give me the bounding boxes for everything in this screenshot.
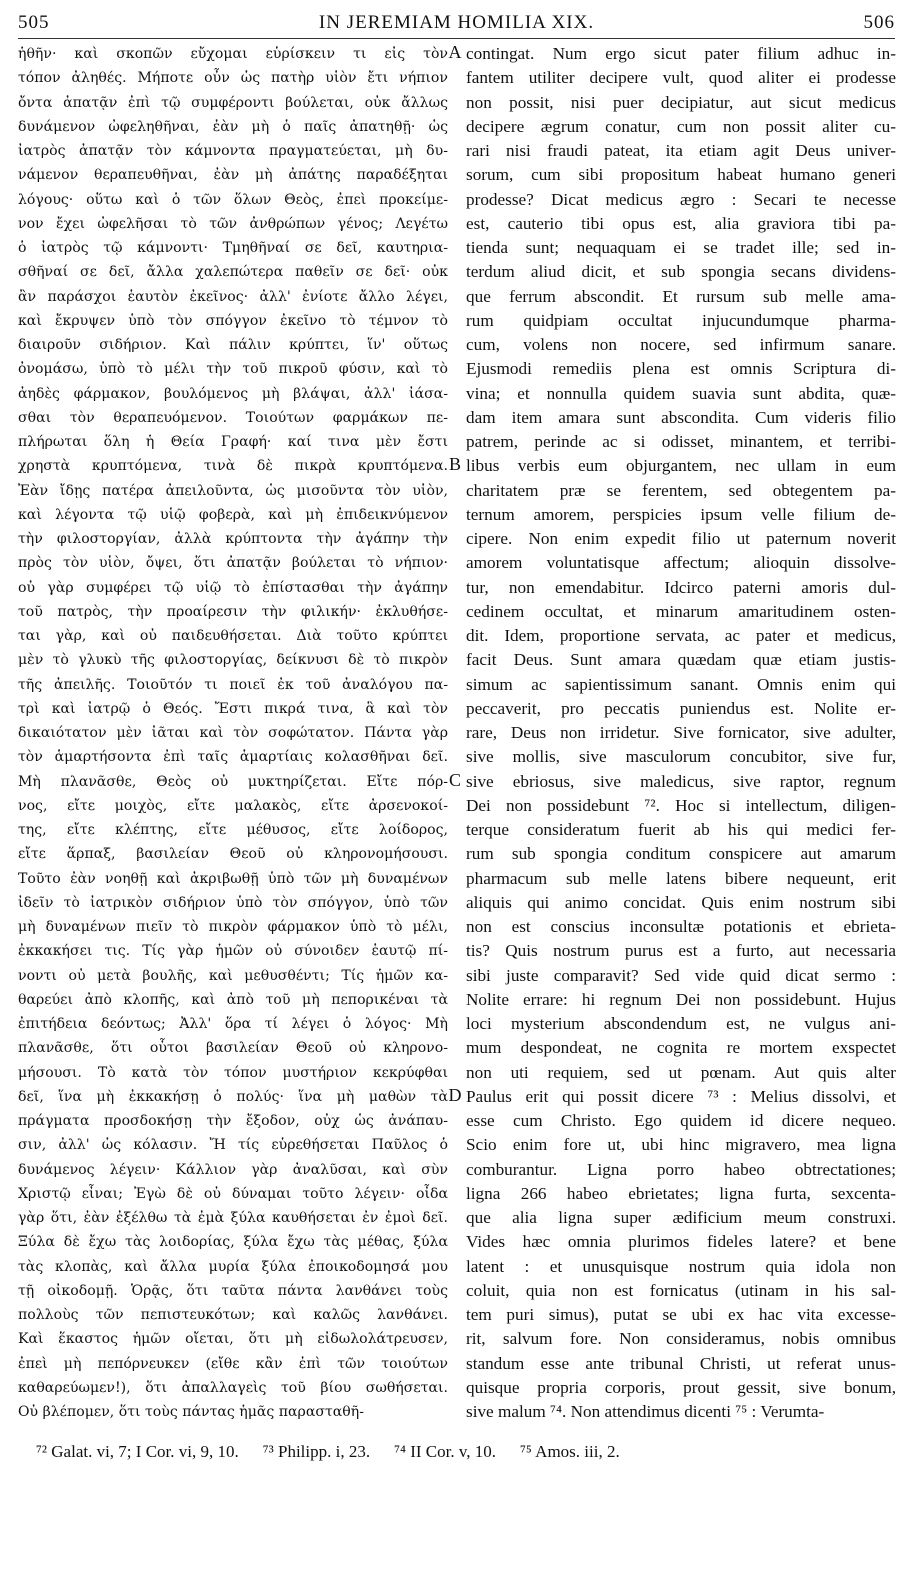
latin-line: Vides hæc omnia plurimos fideles latere? et bene [466, 1232, 896, 1252]
latin-line: rit, salvum fore. Non consideramus, nobis omnibus [466, 1329, 896, 1349]
latin-line: peccaverit, pro peccatis puniendus est. Nolite er- [466, 698, 896, 718]
greek-line: ἰδεῖν τὸ ἰατρικὸν σιδήριον ὑπὸ τὸν σπόγγον, ὑπὸ τῶν [18, 894, 448, 911]
greek-line: τρὶ καὶ ἰατρῷ ὁ Θεός. Ἔστι πικρά τινα, ἃ καὶ τὸν [18, 700, 448, 717]
latin-line: sibi juste comparavit? Sed vide quid dicat sermo : [466, 965, 896, 985]
greek-line: οὐ γὰρ συμφέρει τῷ υἱῷ τὸ ἐπίστασθαι τὴν ἀγάπην [18, 579, 448, 596]
greek-line: σθαι τὸν θεραπευόμενον. Τοιούτων φαρμάκων πε- [18, 409, 448, 426]
greek-line: νοντι οὐ μετὰ βουλῆς, καὶ μεθυσθέντι; Τίς ἡμῶν κα- [18, 967, 448, 984]
greek-line: εἴτε ἅρπαξ, βασιλείαν Θεοῦ οὐ κληρονομήσουσι. [18, 846, 448, 863]
latin-line: tur, non emendabitur. Idcirco paterni amoris dul- [466, 577, 896, 597]
header-rule [18, 38, 895, 39]
latin-line: amorem voluntatisque affectum; alioquin dissolve- [466, 553, 896, 573]
latin-line: que alia ligna super ædificium meum construxi. [466, 1208, 896, 1227]
latin-line: aliquis qui animo concidat. Quis enim nostrum sibi [466, 892, 896, 912]
latin-line: decipere ægrum conatur, cum non possit aliter cu- [466, 116, 896, 136]
greek-line: τὰς κλοπὰς, καὶ ἄλλα μυρία ξύλα ἐποικοδομησά μου [18, 1258, 448, 1275]
greek-line: ἰατρὸς ἀπατᾷν τὸν κάμνοντα πραγματεύεται, μὴ δυ- [18, 143, 448, 159]
greek-line: πολλοὺς τῶν πεπιστευκότων; καὶ καλῶς λανθάνει. [18, 1307, 448, 1323]
latin-line: loci mysterium abscondendum est, ne vulgus ani- [466, 1014, 896, 1033]
greek-line: πλανᾶσθε, ὅτι οὗτοι βασιλείαν Θεοῦ οὐ κληρονο- [18, 1040, 448, 1057]
latin-text-column [466, 42, 896, 1424]
latin-line: sorum, cum sibi propositum habeat humano generi [466, 165, 896, 185]
greek-line: γὰρ ὅτι, ἐὰν ἐξέλθω τὰ ἐμὰ ξύλα καυθήσεται ἐν ἐμοὶ δεῖ. [18, 1210, 448, 1226]
latin-line: que ferrum abscondit. Et rursum sub melle ama- [466, 286, 896, 306]
latin-line: simum ac sapientissimum sanant. Omnis enim qui [466, 674, 896, 694]
latin-line: sive mollis, sive masculorum concubitor, sive fur, [466, 747, 896, 767]
greek-line: δυνάμενος λέγειν· Κάλλιον γὰρ ἀναλῦσαι, καὶ σὺν [18, 1161, 448, 1178]
page-number-left: 505 [18, 12, 50, 33]
greek-line: της, εἴτε κλέπτης, εἴτε μέθυσος, εἴτε λοίδορος, [18, 822, 448, 838]
latin-line: Paulus erit qui possit dicere ⁷³ : Melius dissolvi, et [466, 1086, 896, 1106]
greek-line: σθῆναί σε δεῖ, ἄλλα χαλεπώτερα παθεῖν σε δεῖ· οὐκ [18, 264, 448, 281]
greek-line: ὄντα ἀπατᾷν ἐπὶ τῷ συμφέροντι βούλεται, οὐκ ἄλλως [18, 94, 448, 111]
latin-line: Scio enim fore ut, ubi hinc migravero, mea ligna [466, 1135, 896, 1155]
greek-line: καὶ ἔκρυψεν ὑπὸ τὸν σπόγγον ἐκεῖνο τὸ τέμνον τὸ [18, 312, 448, 329]
greek-line: Μὴ πλανᾶσθε, Θεὸς οὐ μυκτηρίζεται. Εἴτε πόρ- [18, 773, 448, 790]
latin-line: quisque propria corporis, prout gessit, sive bonum, [466, 1377, 896, 1397]
latin-line: cum, volens non nocere, sed infirmum sanare. [466, 335, 896, 354]
latin-line: tem puri simus), putat se ubi ex hac vita excesse- [466, 1305, 896, 1324]
latin-line: ternum amorem, perspicies ipsum velle filium de- [466, 504, 896, 524]
footnote: ⁷⁴ II Cor. v, 10. [394, 1442, 496, 1461]
greek-line: Καὶ ἕκαστος ἡμῶν οἴεται, ὅτι μὴ εἰδωλολάτρευσεν, [18, 1331, 448, 1348]
latin-line: tienda sunt; nequaquam ei se tradet ille; sed in- [466, 238, 896, 257]
latin-line: tis? Quis nostrum purus est a furto, aut necessaria [466, 941, 896, 961]
greek-line: καὶ λέγοντα τῷ υἱῷ φοβερὰ, καὶ μὴ ἐπιδεικνύμενον [18, 506, 448, 523]
greek-line: μὲν τὸ γλυκὺ τῆς φιλοστοργίας, δείκνυσι δὲ τὸ πικρὸν [18, 652, 448, 669]
footnote: ⁷⁵ Amos. iii, 2. [520, 1442, 620, 1461]
latin-line: patrem, perinde ac si odisset, minantem, et terribi- [466, 432, 896, 451]
margin-letter: A [448, 42, 462, 62]
latin-line: non possit, nisi puer decipiatur, aut sicut medicus [466, 92, 896, 112]
greek-line: τοῦ πατρὸς, τὴν προαίρεσιν τὴν φιλικήν· ἐκλυθήσε- [18, 603, 448, 620]
latin-line: terque consideratum fuerit ab his qui medici fer- [466, 820, 896, 839]
latin-line: contingat. Num ergo sicut pater filium adhuc in- [466, 44, 896, 63]
latin-line: esse cum Christo. Ego quidem id dicere nequeo. [466, 1111, 896, 1130]
greek-line: ὀνομάσω, ὑπὸ τὸ μέλι τὴν τοῦ πικροῦ φύσιν, καὶ τὸ [18, 361, 448, 378]
latin-line: rari nisi fraudi pateat, ita etiam agit Deus univer- [466, 141, 896, 160]
greek-line: πρὸς τὸν υἱὸν, ὄψει, ὅτι ἀπατᾷν βούλεται τὸ νήπιον· [18, 555, 448, 572]
footnote: ⁷³ Philipp. i, 23. [262, 1442, 371, 1461]
latin-line: rum quidpiam occultat injucundumque pharma- [466, 310, 896, 330]
greek-line: νάμενον θεραπευθῆναι, ἐὰν μὴ ἀπάτης παραδέξηται [18, 167, 448, 184]
latin-line: ligna 266 habeo ebrietates; ligna furta, sexcenta- [466, 1183, 896, 1203]
footnotes [36, 1442, 896, 1462]
latin-line: facit Deus. Sunt amara quædam quæ etiam justis- [466, 650, 896, 670]
greek-line: θαρεύει ἀπὸ κλοπῆς, καὶ ἀπὸ τοῦ μὴ πεπορικέναι τὰ [18, 991, 448, 1008]
greek-line: τῆς ἀπειλῆς. Τοιοῦτόν τι ποιεῖ ἐκ τοῦ ἀναλόγου πα- [18, 676, 448, 693]
latin-line: sive ebriosus, sive maledicus, sive raptor, regnum [466, 771, 896, 791]
greek-line: ἡθῆν· καὶ σκοπῶν εὔχομαι εὑρίσκειν τι εἰς τὸν [18, 46, 448, 62]
latin-line: terdum aliud dicit, et sub spongia secans dividens- [466, 262, 896, 282]
greek-line: δικαιότατον μὲν ἰᾶται καὶ τὸν σοφώτατον. Πάντα γὰρ [18, 725, 448, 741]
greek-line: τῇ οἰκοδομῇ. Ὁρᾷς, ὅτι ταῦτα πάντα λανθάνει τοὺς [18, 1282, 448, 1299]
greek-line: διαιροῦν σιδήριον. Καὶ πάλιν κρύπτει, ἵν' οὕτως [18, 337, 448, 353]
page-number-right: 506 [863, 12, 895, 33]
latin-line: Nolite errare: hi regnum Dei non possidebunt. Hujus [466, 989, 896, 1009]
latin-line: Dei non possidebunt ⁷². Hoc si intellectum, diligen- [466, 795, 896, 815]
greek-line: Ξύλα δὲ ἔχω τὰς λοιδορίας, ξύλα ἔχω τὰς μέθας, ξύλα [18, 1234, 448, 1251]
latin-line: latent : et unusquisque nostrum quia idola non [466, 1256, 896, 1276]
greek-line: πλήρωται ὅλη ἡ Θεία Γραφή· καί τινα μὲν ἔστι [18, 434, 448, 450]
greek-line: τόπον ἀληθές. Μήποτε οὖν ὡς πατὴρ υἱὸν ἔτι νήπιον [18, 70, 448, 87]
latin-line: mum despondeat, ne cognita re mortem exspectet [466, 1038, 896, 1058]
greek-line: ἂν παράσχοι ἑαυτὸν ἐκεῖνος· ἀλλ' ἐνίοτε ἄλλο λέγει, [18, 288, 448, 305]
greek-line: Οὐ βλέπομεν, ὅτι τοὺς πάντας ἡμᾶς παρασταθῆ- [18, 1404, 364, 1420]
footnote: ⁷² Galat. vi, 7; I Cor. vi, 9, 10. [36, 1442, 239, 1461]
greek-line: νον ἔχει ὠφελῆσαι τὸ τῶν ἀνθρώπων γένος; Λεγέτω [18, 215, 448, 232]
margin-letter: C [448, 769, 461, 790]
running-title: IN JEREMIAM HOMILIA XIX. [318, 12, 595, 33]
greek-line: Χριστῷ εἶναι; Ἐγὼ δὲ οὐ δύναμαι τοῦτο λέγειν· οἶδα [18, 1185, 448, 1202]
greek-line: ἐπιτήδεια δεόντως; Ἀλλ' ὅρα τί λέγει ὁ λόγος· Μὴ [18, 1016, 448, 1032]
latin-line: non uti requiem, sed ut pœnam. Aut quis alter [466, 1062, 896, 1082]
margin-letter: B [448, 454, 461, 475]
greek-line: πράγματα προσδοκήσῃ τὴν ἔξοδον, οὐχ ὡς ἀνάπαυ- [18, 1113, 448, 1129]
greek-line: χρηστὰ κρυπτόμενα, τινὰ δὲ πικρὰ κρυπτόμενα. [18, 458, 448, 475]
greek-line: τὸν ἁμαρτήσοντα ἐπὶ ταῖς ἁμαρτίαις κολασθῆναι δεῖ. [18, 749, 448, 766]
greek-line: λόγους· οὕτω καὶ ὁ τῶν ὅλων Θεὸς, ἐπεὶ προκείμε- [18, 191, 448, 208]
running-header [18, 6, 895, 38]
latin-line: standum esse ante tribunal Christi, ut referat unus- [466, 1353, 896, 1373]
greek-line: μὴ δυναμένων πιεῖν τὸ πικρὸν φάρμακον ὑπὸ τὸ μέλι, [18, 919, 448, 935]
latin-line: cedinem occultat, et minarum amaritudinem osten- [466, 601, 896, 621]
latin-line: pharmacum sub melle latens bibere nequeunt, erit [466, 868, 896, 888]
latin-line: prodesse? Dicat medicus ægro : Secari te necesse [466, 189, 896, 209]
latin-line: Ejusmodi remediis plena est omnis Scriptura di- [466, 359, 896, 379]
greek-line: τὴν φιλοστοργίαν, ἀλλὰ κρύπτοντα τὴν ἀγάπην τὴν [18, 531, 448, 547]
greek-line: ἀηδὲς φάρμακον, βουλόμενος μὴ βλάψαι, ἀλλ' ἰάσα- [18, 385, 448, 402]
greek-line: Ἐὰν ἴδῃς πατέρα ἀπειλοῦντα, ὡς μισοῦντα τὸν υἱὸν, [18, 482, 448, 499]
greek-line: νος, εἴτε μοιχὸς, εἴτε μαλακὸς, εἴτε ἀρσενοκοί- [18, 797, 448, 814]
latin-line: est, cauterio tibi opus est, alia graviora tibi pa- [466, 213, 896, 233]
greek-text-column [18, 42, 448, 1424]
latin-line: rum sub spongia conditum conspicere aut amarum [466, 844, 896, 864]
greek-line: δεῖ, ἵνα μὴ ἐκκακήσῃ ὁ πολύς· ἵνα μὴ μαθὼν τὰ [18, 1088, 448, 1105]
latin-line: libus verbis eum objurgantem, nec ullam in eum [466, 456, 896, 476]
latin-line: non est conscius inconsultæ potationis et ebrieta- [466, 917, 896, 936]
greek-line: καθαρεύωμεν!), ὅτι ἀπαλλαγεὶς τοῦ βίου σωθήσεται. [18, 1379, 448, 1396]
latin-line: comburantur. Ligna porro habeo obtrectationes; [466, 1159, 896, 1179]
greek-line: ἐπεὶ μὴ πεπόρνευκεν (εἴθε κἂν ἐπὶ τῶν τοιούτων [18, 1355, 448, 1372]
greek-line: δυνάμενον ὠφεληθῆναι, ἐὰν μὴ ὁ παῖς ἀπατηθῇ· ὡς [18, 118, 448, 135]
latin-line: rare, Deus non irridetur. Sive fornicator, sive adulter, [466, 723, 896, 742]
greek-line: Τοῦτο ἐὰν νοηθῇ καὶ ἀκριβωθῇ ὑπὸ τῶν μὴ δυναμένων [18, 870, 448, 887]
latin-line: dam item amara sunt abscondita. Cum videris filio [466, 407, 896, 427]
greek-line: σιν, ἀλλ' ὡς κόλασιν. Ἤ τίς εὑρεθήσεται Παῦλος ὁ [18, 1137, 448, 1154]
greek-line: μήσουσι. Τὸ κατὰ τὸν τόπον μυστήριον κεκρύφθαι [18, 1064, 448, 1081]
greek-line: ἐκκακήσει τις. Τίς γὰρ ἡμῶν οὐ σύνοιδεν ἑαυτῷ πί- [18, 943, 448, 960]
latin-line: dit. Idem, proportione servata, ac pater et medicus, [466, 626, 896, 645]
latin-line: cipere. Non enim expedit filio ut paternum noverit [466, 529, 896, 548]
latin-line: coluit, quia non est fornicatus (utinam in his sal- [466, 1280, 896, 1300]
greek-line: ὁ ἰατρὸς τῷ κάμνοντι· Τμηθῆναί σε δεῖ, καυτηρια- [18, 240, 448, 256]
latin-line: charitatem præ se ferentem, sed obtegentem pa- [466, 480, 896, 500]
latin-line: sive malum ⁷⁴. Non attendimus dicenti ⁷⁵ : Verumta- [466, 1402, 825, 1421]
margin-letter: D [448, 1084, 462, 1105]
latin-line: fantem utiliter decipere vult, quod aliter ei prodesse [466, 68, 896, 88]
latin-line: vina; et nonnulla quidem suavia sunt abdita, quæ- [466, 383, 896, 403]
greek-line: ται γὰρ, καὶ οὐ παιδευθήσεται. Διὰ τοῦτο κρύπτει [18, 628, 448, 644]
